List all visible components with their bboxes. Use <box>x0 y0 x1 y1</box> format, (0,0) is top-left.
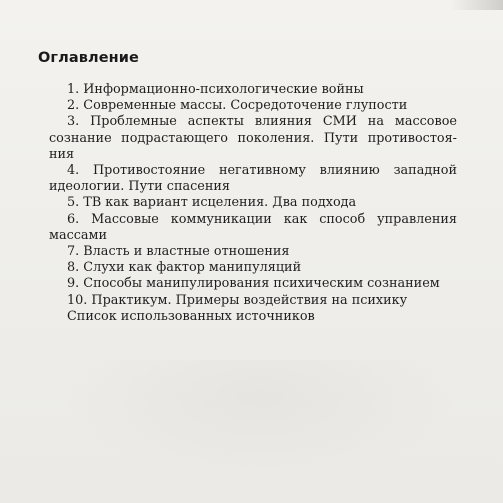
toc-item-continuation: ния <box>49 146 75 162</box>
toc-item <box>49 211 457 244</box>
toc-item-line: 8. Слухи как фактор манипуляций <box>67 260 302 276</box>
toc-item-line: 10. Практикум. Примеры воздействия на психику <box>67 292 408 308</box>
toc-item <box>67 244 457 260</box>
table-of-contents <box>49 82 457 325</box>
toc-item-line: 7. Власть и властные отношения <box>67 244 290 260</box>
toc-item <box>67 309 457 325</box>
toc-item-line: 1. Информационно-психологические войны <box>67 82 364 97</box>
toc-item-line: 2. Современные массы. Сосредоточение глупости <box>67 98 408 114</box>
toc-heading: Оглавление <box>38 50 139 66</box>
toc-item-line: 3. Проблемные аспекты влияния СМИ на массовое <box>67 114 457 130</box>
page-top-edge <box>0 0 503 14</box>
toc-item <box>49 163 457 195</box>
toc-item <box>67 293 457 309</box>
toc-item-line: 5. ТВ как вариант исцеления. Два подхода <box>67 195 357 211</box>
toc-item-continuation: сознание подрастающего поколения. Пути противостоя- <box>49 130 457 146</box>
toc-item <box>67 82 457 98</box>
toc-item-line: 9. Способы манипулирования психическим сознанием <box>67 276 440 292</box>
toc-item <box>67 276 457 292</box>
paper-shading <box>60 360 460 480</box>
toc-item-continuation: массами <box>49 227 108 243</box>
toc-item <box>49 114 457 163</box>
toc-item-line: 6. Массовые коммуникации как способ управления <box>67 211 457 227</box>
toc-item-continuation: идеологии. Пути спасения <box>49 179 230 195</box>
toc-item-line: 4. Противостояние негативному влиянию западной <box>67 163 457 179</box>
bleed-through-text <box>450 0 503 10</box>
toc-item-line: Список использованных источников <box>67 308 315 324</box>
toc-item <box>67 98 457 114</box>
toc-item <box>67 260 457 276</box>
toc-item <box>67 195 457 211</box>
